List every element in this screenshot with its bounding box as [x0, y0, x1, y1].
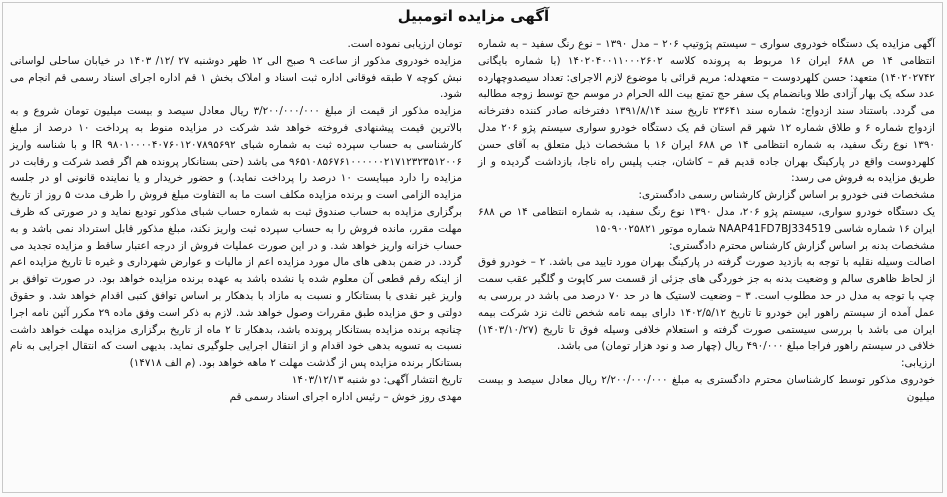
signature: مهدی روز خوش – رئیس اداره اجرای اسناد رسمی قم — [229, 390, 462, 403]
auction-time-paragraph: مزایده خودروی مذکور از ساعت ۹ صبح الی ۱۲ ظهر دوشنبه ۲۷ /۱۲/ ۱۴۰۳ در خیابان ساحلی لواسانی نبش کوچه ۷ طبقه فوقانی اداره ثبت اسناد و املاک بخش ۱ قم اداره اجرای اسناد رسمی قم انجام می شود. — [10, 54, 462, 101]
auction-intro-paragraph: آگهی مزایده یک دستگاه خودروی سواری – سیستم پژوتیپ ۲۰۶ – مدل ۱۳۹۰ – نوع رنگ سفید – به شماره انتظامی ۱۴ ص ۶۸۸ ایران ۱۶ مربوط به پرونده کلاسه ۱۴۰۲۰۴۰۰۱۱۰۰۰۲۶۰۲ (با شماره بایگانی ۱۴۰۲۰۲۷۴۲) متعهد: حسن کلهردوست – متعهدله: مریم قرائی با موضوع لازم الاجرای: تعداد سیصدوچهارده عدد سکه یک بهار آزادی طلا وبانضمام یک سفر حج تمتع بیت الله الحرام در موسم حج توسط زوجه مطالبه می گردد. باستناد سند ازدواج: شماره سند ۲۳۶۴۱ تاریخ سند ۱۳۹۱/۸/۱۴ دفترخانه صادر کننده دفترخانه ازدواج شماره ۶ و طلاق شماره ۱۲ شهر قم استان قم یک دستگاه خودرو سواری سیستم پژو ۲۰۶ مدل ۱۳۹۰ نوع رنگ سفید، به شماره انتظامی ۱۴ ص ۶۸۸ ایران ۱۶ با مشخصات ذیل متعلق به آقای حسن کلهردوست واقع در پارکینگ بهران جاده قدیم قم – کاشان، جنب پلیس راه ناجا، بازداشت گردیده و از طریق مزایده به فروش می رسد: — [478, 38, 936, 185]
appraisal-continuation: تومان ارزیابی نموده است. — [347, 38, 462, 50]
tech-specs-paragraph: یک دستگاه خودرو سواری، سیستم پژو ۲۰۶، مدل ۱۳۹۰ نوع رنگ سفید، به شماره انتظامی ۱۴ ص ۶۸۸ ایران ۱۶ شماره شاسی NAAP41FD7BJ334519 شماره موتور ۱۵۰۹۰۰۲۵۸۲۱ — [478, 205, 935, 235]
appraisal-paragraph: خودروی مذکور توسط کارشناسان محترم دادگستری به مبلغ ۲/۲۰۰/۰۰۰/۰۰۰ ریال معادل سیصد و بیست میلیون — [478, 373, 935, 403]
publication-date: تاریخ انتشار آگهی: دو شنبه ۱۴۰۳/۱۲/۱۳ — [291, 373, 462, 386]
body-specs-heading: مشخصات بدنه بر اساس گزارش کارشناس محترم دادگستری: — [668, 239, 935, 252]
auction-terms-paragraph: مزایده مذکور از قیمت از مبلغ ۳/۲۰۰/۰۰۰/۰۰۰ ریال معادل سیصد و بیست میلیون تومان شروع و به بالاترین قیمت پیشنهادی فروخته خواهد شد شرکت در مزایده منوط به پرداخت ۱۰ درصد از مبلغ کارشناسی به حساب سپرده ثبت به شماره شبای ۹۸۰۱۰۰۰۰۴۰۷۶۰۱۲۰۷۸۹۵۶۹۲ IR و با شناسه واریز ۹۶۵۱۰۸۵۶۷۶۱۰۰۰۰۰۰۲۱۷۱۲۳۲۳۵۱۲۰۰۶ می باشد (حتی بستانکار پرونده هم اگر قصد شرکت و رقابت در مزایده را دارد میبایست ۱۰ درصد را پرداخت نماید.) و حضور خریدار و یا نماینده قانونی او در جلسه مزایده الزامی است و برنده مزایده مکلف است ما به التفاوت مبلغ فروش را ظرف مدت ۵ روز از تاریخ برگزاری مزایده به حساب صندوق ثبت به شماره حساب شبای مذکور تودیع نماید و در صورتی که ظرف مهلت مقرر، مانده فروش را به حساب سپرده ثبت واریز نکند، مبلغ مذکور قابل استرداد نمی باشد و به حساب خزانه واریز خواهد شد. و در این صورت عملیات فروش از درجه اعتبار ساقط و مزایده تجدید می گردد. در ضمن بدهی های مال مورد مزایده اعم از مالیات و عوارض شهرداری و غیره تا تاریخ مزایده اعم از اینکه رقم قطعی آن معلوم شده یا نشده باشد به عهده برنده مزایده خواهد بود. در صورت توافق بر واریز غیر نقدی با بستانکار و نسبت به مازاد با بدهکار بر اساس توافق کتبی اقدام خواهد شد. و حقوق دولتی و حق مزایده طبق مقررات وصول خواهد شد. لازم به ذکر است وفق ماده ۲۹ مکرر آئین نامه اجرا چنانچه برنده مزایده بستانکار پرونده باشد، بدهکار تا ۲ ماه از تاریخ برگزاری مزایده مهلت خواهد داشت نسبت به تسویه بدهی خود اقدام و از انتقال اجرایی جلوگیری نماید. بدیهی است که انتقال اجرایی به نام بستانکار برنده مزایده پس از گذشت مهلت ۲ ماهه خواهد بود. (م الف ۱۴۷۱۸) — [10, 105, 463, 370]
tech-specs-heading: مشخصات فنی خودرو بر اساس گزارش کارشناس رسمی دادگستری: — [638, 189, 935, 202]
right-column — [478, 36, 935, 406]
left-column — [10, 36, 462, 406]
body-specs-paragraph: اصالت وسیله نقلیه با توجه به بازدید صورت گرفته در پارکینگ بهران مورد تایید می باشد. ۲ – خودرو فوق از لحاظ ظاهری سالم و وضعیت بدنه به جز خوردگی های جزئی از قسمت سر کاپوت و گلگیر عقب سمت چپ با توجه به مدل در حد مطلوب است. ۳ – وضعیت لاستیک ها در حد ۷۰ درصد می باشد در بررسی به عمل آمده از سیستم راهور این خودرو تا تاریخ ۱۴۰۲/۵/۱۲ دارای بیمه نامه شخص ثالث نزد شرکت بیمه ایران می باشد با بررسی سیستمی صورت گرفته و استعلام خلافی وسیله فوق تا تاریخ (۱۴۰۳/۱۰/۲۷) خلافی در سیستم راهور فراجا مبلغ ۴۹۰/۰۰۰ ریال (چهار صد و نود هزار تومان) می باشد. — [478, 256, 935, 353]
page-title: آگهی مزایده اتومبیل — [397, 7, 550, 25]
appraisal-heading: ارزیابی: — [900, 357, 935, 370]
